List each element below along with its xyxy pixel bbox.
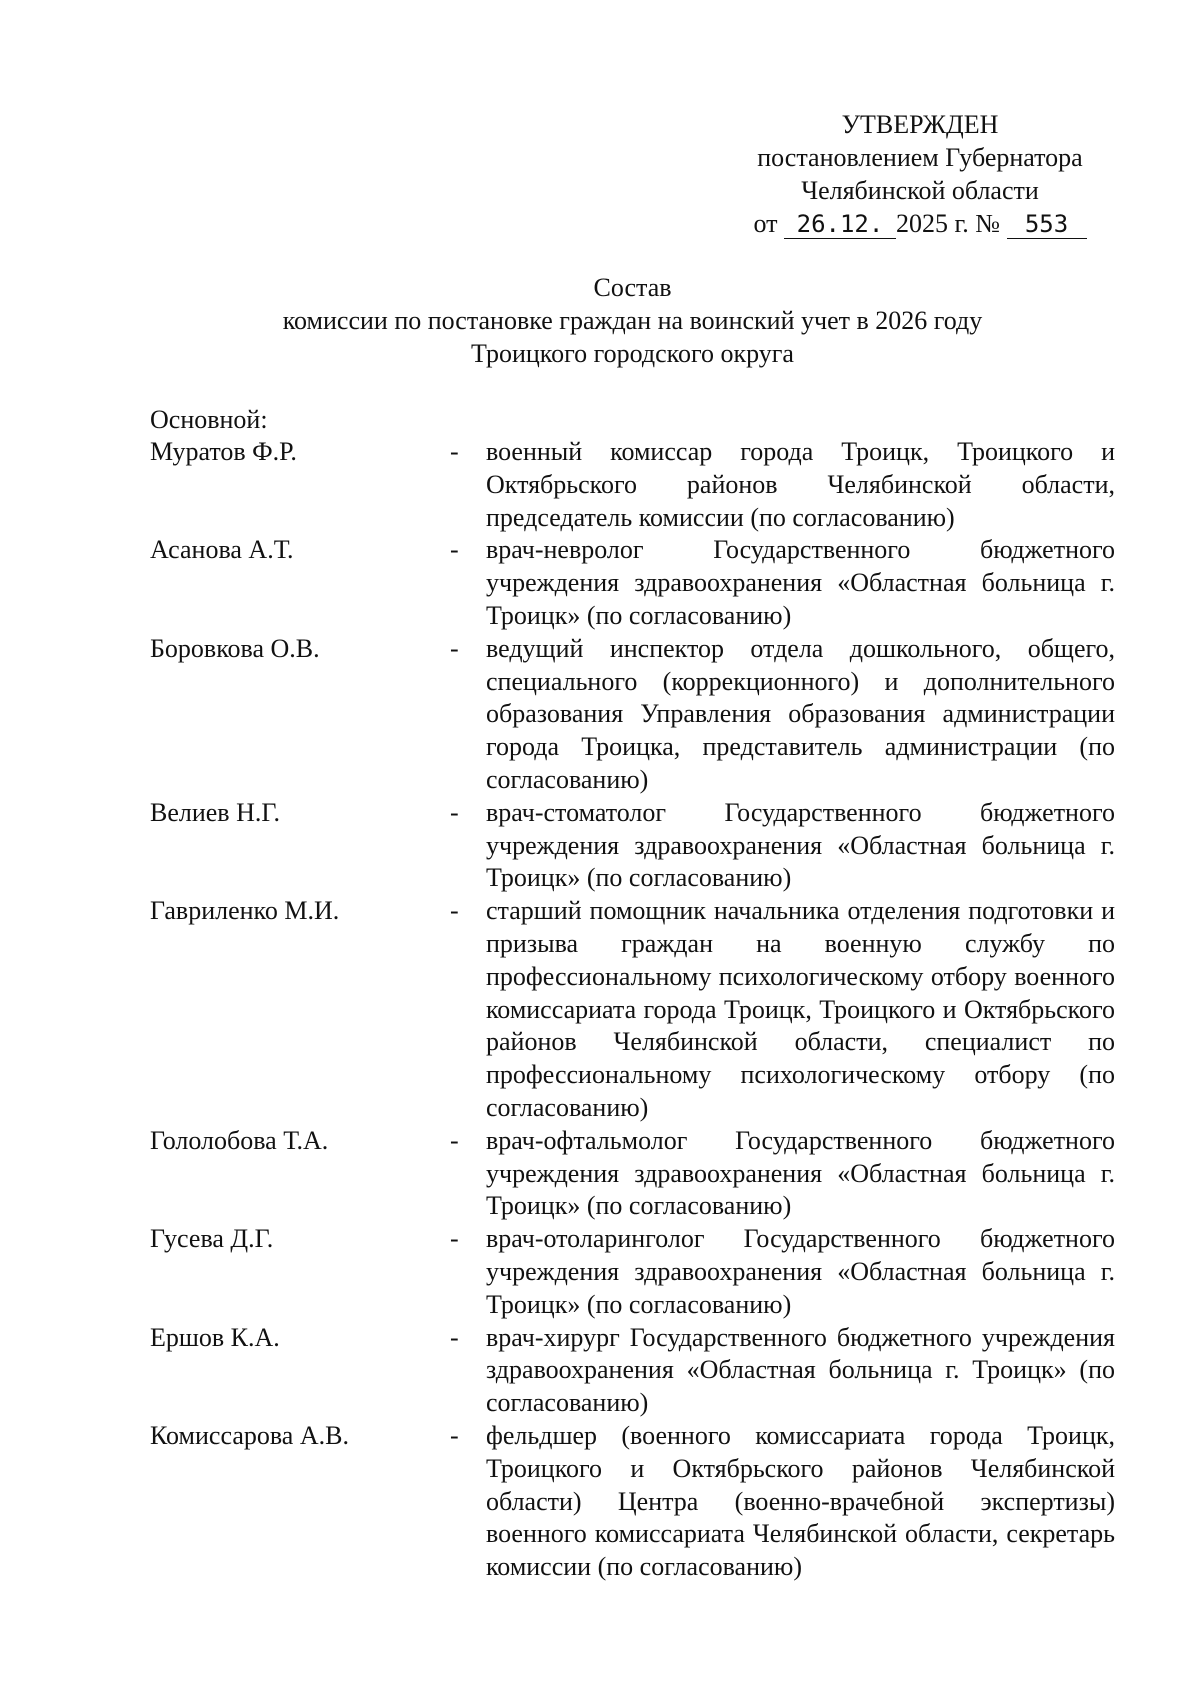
title-line-2: комиссии по постановке граждан на воинский учет в 2026 году bbox=[282, 306, 983, 335]
member-role: фельдшер (военного комиссариата города Троицк, Троицкого и Октябрьского районов Челябинской области) Центра (военно-врачебной экспертизы) военного комиссариата Челябинской области, секретарь комиссии (по согласованию) bbox=[486, 1420, 1115, 1582]
member-row bbox=[150, 1125, 1115, 1223]
title-line-1: Состав bbox=[593, 273, 672, 302]
member-role: врач-отоларинголог Государственного бюджетного учреждения здравоохранения «Областная больница г. Троицк» (по согласованию) bbox=[486, 1224, 1115, 1319]
member-name: Асанова А.Т. bbox=[150, 535, 294, 565]
member-role: военный комиссар города Троицк, Троицкого и Октябрьского районов Челябинской области, председатель комиссии (по согласованию) bbox=[486, 437, 1115, 532]
date-prefix: от bbox=[753, 209, 778, 238]
member-dash: - bbox=[450, 535, 459, 565]
member-dash: - bbox=[450, 633, 459, 663]
member-name: Ершов К.А. bbox=[150, 1322, 280, 1352]
member-dash: - bbox=[450, 797, 459, 827]
document-number: 553 bbox=[1007, 211, 1087, 239]
member-role: старший помощник начальника отделения подготовки и призыва граждан на военную службу по профессиональному психологическому отбору военного комиссариата города Троицк, Троицкого и Октябрьского районов Челябинской области, специалист по профессиональному психологическому отбору (по согласованию) bbox=[486, 896, 1115, 1122]
approval-heading: УТВЕРЖДЕН bbox=[841, 110, 999, 139]
member-dash: - bbox=[450, 1322, 459, 1352]
member-name: Гусева Д.Г. bbox=[150, 1224, 274, 1254]
members-list bbox=[150, 436, 1115, 1584]
member-name: Велиев Н.Г. bbox=[150, 797, 280, 827]
date-value: 26.12. bbox=[784, 211, 896, 239]
member-role: врач-стоматолог Государственного бюджетного учреждения здравоохранения «Областная больница г. Троицк» (по согласованию) bbox=[486, 797, 1115, 893]
member-dash: - bbox=[450, 437, 459, 466]
member-name: Боровкова О.В. bbox=[150, 633, 320, 663]
approval-line-1: постановлением Губернатора bbox=[757, 143, 1083, 172]
member-row bbox=[150, 534, 1115, 632]
member-row bbox=[150, 1420, 1115, 1584]
member-name: Комиссарова А.В. bbox=[150, 1420, 349, 1450]
member-row bbox=[150, 1322, 1115, 1420]
document-title bbox=[150, 271, 1115, 370]
member-role: врач-невролог Государственного бюджетного учреждения здравоохранения «Областная больница г. Троицк» (по согласованию) bbox=[486, 535, 1115, 630]
member-name: Гавриленко М.И. bbox=[150, 896, 340, 926]
section-heading: Основной: bbox=[150, 405, 268, 434]
approval-line-2: Челябинской области bbox=[801, 176, 1039, 205]
member-row bbox=[150, 633, 1115, 797]
approval-date-line bbox=[720, 207, 1120, 240]
member-dash: - bbox=[450, 1420, 459, 1450]
member-role: ведущий инспектор отдела дошкольного, общего, специального (коррекционного) и дополнительного образования Управления образования администрации города Троицка, представитель администрации (по согласованию) bbox=[486, 633, 1115, 794]
member-role: врач-офтальмолог Государственного бюджетного учреждения здравоохранения «Областная больница г. Троицк» (по согласованию) bbox=[486, 1125, 1115, 1221]
year-and-number-label: 2025 г. № bbox=[895, 209, 1001, 238]
member-name: Муратов Ф.Р. bbox=[150, 437, 297, 466]
member-row bbox=[150, 436, 1115, 534]
member-dash: - bbox=[450, 1224, 459, 1254]
title-line-3: Троицкого городского округа bbox=[471, 339, 794, 368]
member-row bbox=[150, 797, 1115, 895]
member-row bbox=[150, 1223, 1115, 1321]
member-dash: - bbox=[450, 896, 459, 926]
member-name: Гололобова Т.А. bbox=[150, 1125, 329, 1155]
approval-stamp-block bbox=[720, 108, 1120, 240]
member-row bbox=[150, 895, 1115, 1125]
member-dash: - bbox=[450, 1125, 459, 1155]
member-role: врач-хирург Государственного бюджетного учреждения здравоохранения «Областная больница г. Троицк» (по согласованию) bbox=[486, 1322, 1115, 1418]
